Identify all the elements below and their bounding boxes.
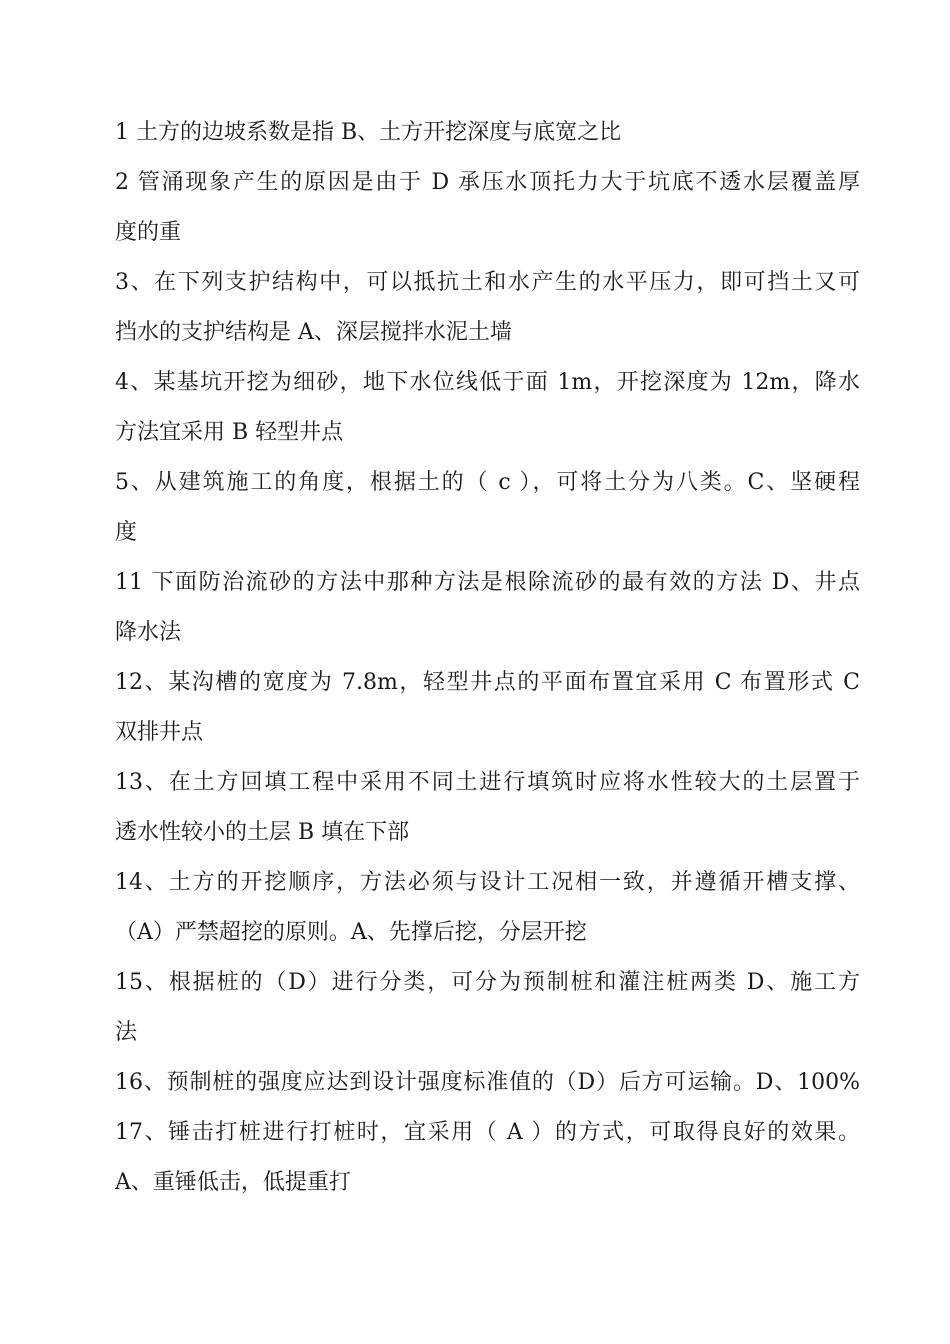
question-line: 16、预制桩的强度应达到设计强度标准值的（D）后方可运输。D、100% xyxy=(115,1070,860,1095)
question-item xyxy=(115,358,860,458)
question-list xyxy=(115,108,860,1208)
question-line: A、重锤低击，低提重打 xyxy=(115,1170,351,1195)
question-line: 14、土方的开挖顺序，方法必须与设计工况相一致，并遵循开槽支撑、 xyxy=(115,870,860,895)
question-item xyxy=(115,108,860,158)
question-line: （A）严禁超挖的原则。A、先撑后挖，分层开挖 xyxy=(115,920,587,945)
question-line: 挡水的支护结构是 A、深层搅拌水泥土墙 xyxy=(115,320,512,345)
question-item xyxy=(115,558,860,658)
question-item xyxy=(115,258,860,358)
question-line: 13、在土方回填工程中采用不同土进行填筑时应将水性较大的土层置于 xyxy=(115,770,860,795)
question-line: 双排井点 xyxy=(115,720,204,745)
question-line: 度的重 xyxy=(115,220,182,245)
question-line: 法 xyxy=(115,1020,138,1045)
question-line: 17、锤击打桩进行打桩时，宜采用（ A ）的方式，可取得良好的效果。 xyxy=(115,1120,860,1145)
question-item xyxy=(115,658,860,758)
question-line: 3、在下列支护结构中，可以抵抗土和水产生的水平压力，即可挡土又可 xyxy=(115,270,860,295)
question-line: 11 下面防治流砂的方法中那种方法是根除流砂的最有效的方法 D、井点 xyxy=(115,570,860,595)
question-item xyxy=(115,858,860,958)
question-line: 1 土方的边坡系数是指 B、土方开挖深度与底宽之比 xyxy=(115,120,622,145)
question-line: 5、从建筑施工的角度，根据土的（ c ），可将土分为八类。C、坚硬程 xyxy=(115,470,860,495)
question-line: 2 管涌现象产生的原因是由于 D 承压水顶托力大于坑底不透水层覆盖厚 xyxy=(115,170,860,195)
question-line: 度 xyxy=(115,520,138,545)
question-line: 透水性较小的土层 B 填在下部 xyxy=(115,820,410,845)
question-line: 15、根据桩的（D）进行分类，可分为预制桩和灌注桩两类 D、施工方 xyxy=(115,970,860,995)
question-item xyxy=(115,1058,860,1108)
question-item xyxy=(115,1108,860,1208)
question-item xyxy=(115,158,860,258)
question-item xyxy=(115,458,860,558)
question-line: 降水法 xyxy=(115,620,182,645)
question-line: 方法宜采用 B 轻型井点 xyxy=(115,420,344,445)
question-line: 12、某沟槽的宽度为 7.8m，轻型井点的平面布置宜采用 C 布置形式 C xyxy=(115,670,860,695)
question-item xyxy=(115,958,860,1058)
question-item xyxy=(115,758,860,858)
question-line: 4、某基坑开挖为细砂，地下水位线低于面 1m，开挖深度为 12m，降水 xyxy=(115,370,860,395)
